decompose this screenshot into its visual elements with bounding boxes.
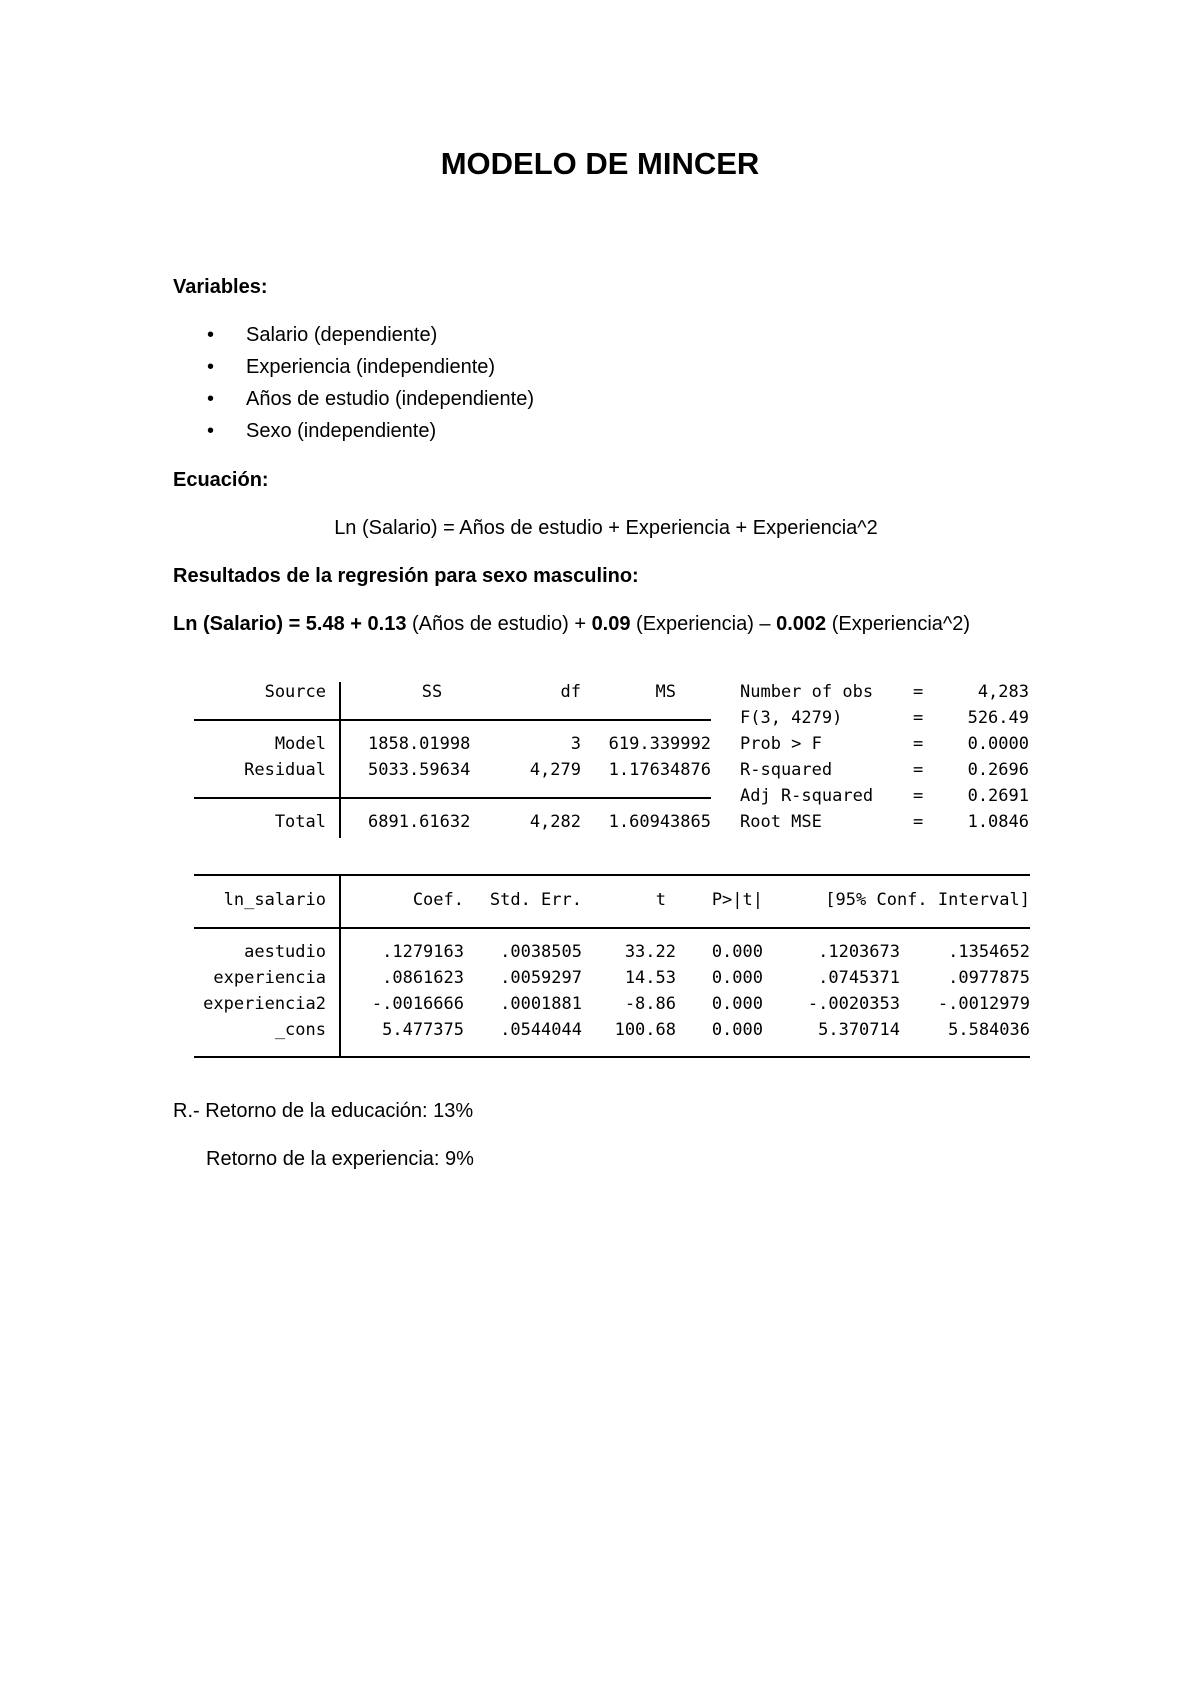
- anova-row-residual-df: 4,279: [529, 760, 581, 780]
- anova-vertical-rule: [339, 682, 341, 838]
- list-item: Sexo (independiente): [246, 420, 437, 442]
- stat-label: Prob > F: [740, 734, 822, 754]
- bullet-icon: •: [207, 388, 215, 410]
- stat-value: 1.0846: [967, 812, 1029, 832]
- coef-row-coef: .1279163: [382, 942, 464, 962]
- coef-row-t: 33.22: [624, 942, 676, 962]
- coef-header-t: t: [655, 890, 666, 910]
- coef-row-se: .0038505: [500, 942, 582, 962]
- result-eq-part: (Años de estudio) +: [406, 613, 592, 635]
- ecuacion-heading: Ecuación:: [173, 469, 269, 491]
- coef-row-se: .0059297: [500, 968, 582, 988]
- result-equation: [173, 613, 970, 636]
- list-item: Experiencia (independiente): [246, 356, 496, 378]
- anova-row-residual-ms: 1.17634876: [608, 760, 711, 780]
- coef-row-ci-low: -.0020353: [807, 994, 900, 1014]
- stat-label: R-squared: [740, 760, 833, 780]
- anova-row-residual-ss: 5033.59634: [368, 760, 471, 780]
- ecuacion-text: Ln (Salario) = Años de estudio + Experiencia + Experiencia^2: [334, 517, 878, 539]
- result-eq-part: (Experiencia^2): [826, 613, 971, 635]
- coef-row-se: .0544044: [500, 1020, 582, 1040]
- stat-equals: =: [913, 734, 924, 754]
- coef-row-t: 14.53: [624, 968, 676, 988]
- coef-row-ci-high: -.0012979: [937, 994, 1030, 1014]
- coef-row-ci-low: 5.370714: [818, 1020, 900, 1040]
- anova-total-df: 4,282: [529, 812, 581, 832]
- coef-row-p: 0.000: [711, 994, 763, 1014]
- list-item: Años de estudio (independiente): [246, 388, 534, 410]
- anova-total-ms: 1.60943865: [608, 812, 711, 832]
- anova-header-ms: MS: [655, 682, 676, 702]
- coef-row-t: -8.86: [624, 994, 676, 1014]
- retorno-experiencia: Retorno de la experiencia: 9%: [206, 1148, 474, 1170]
- stat-equals: =: [913, 708, 924, 728]
- coef-row-p: 0.000: [711, 1020, 763, 1040]
- stat-value: 4,283: [977, 682, 1029, 702]
- coef-header-var: ln_salario: [223, 890, 326, 910]
- coef-bottom-rule: [194, 1056, 1030, 1058]
- coef-row-p: 0.000: [711, 942, 763, 962]
- bullet-icon: •: [207, 324, 215, 346]
- stat-equals: =: [913, 812, 924, 832]
- anova-total-ss: 6891.61632: [368, 812, 471, 832]
- coef-row-var: _cons: [274, 1020, 326, 1040]
- anova-row-model-ms: 619.339992: [608, 734, 711, 754]
- anova-row-model-source: Model: [274, 734, 326, 754]
- result-eq-part: (Experiencia) –: [630, 613, 777, 635]
- coef-vertical-rule: [339, 875, 341, 1057]
- coef-row-ci-low: .0745371: [818, 968, 900, 988]
- page-title: MODELO DE MINCER: [440, 146, 760, 181]
- resultados-heading: Resultados de la regresión para sexo masculino:: [173, 565, 639, 587]
- stat-value: 526.49: [967, 708, 1029, 728]
- anova-total-source: Total: [274, 812, 326, 832]
- coef-header-p: P>|t|: [711, 890, 763, 910]
- stat-equals: =: [913, 786, 924, 806]
- variables-heading: Variables:: [173, 276, 268, 298]
- stat-label: Adj R-squared: [740, 786, 874, 806]
- result-eq-part: 0.002: [776, 613, 827, 635]
- coef-header-rule: [194, 927, 1030, 929]
- coef-row-ci-high: .0977875: [948, 968, 1030, 988]
- anova-header-ss: SS: [421, 682, 443, 702]
- coef-top-rule: [194, 874, 1030, 876]
- stat-label: F(3, 4279): [740, 708, 843, 728]
- stat-value: 0.2691: [967, 786, 1029, 806]
- coef-row-t: 100.68: [614, 1020, 676, 1040]
- coef-row-ci-high: 5.584036: [948, 1020, 1030, 1040]
- coef-row-var: experiencia2: [203, 994, 326, 1014]
- anova-header-df: df: [560, 682, 581, 702]
- coef-row-coef: -.0016666: [371, 994, 464, 1014]
- coef-row-ci-low: .1203673: [818, 942, 900, 962]
- coef-row-var: experiencia: [213, 968, 326, 988]
- result-eq-part: Ln (Salario) = 5.48 + 0.13: [173, 613, 407, 635]
- coef-row-coef: 5.477375: [382, 1020, 464, 1040]
- anova-header-rule: [194, 719, 711, 721]
- stat-value: 0.0000: [967, 734, 1029, 754]
- list-item: Salario (dependiente): [246, 324, 438, 346]
- anova-row-model-ss: 1858.01998: [368, 734, 471, 754]
- anova-header-source: Source: [264, 682, 326, 702]
- bullet-icon: •: [207, 356, 215, 378]
- stat-equals: =: [913, 682, 924, 702]
- retorno-educacion: R.- Retorno de la educación: 13%: [173, 1100, 474, 1122]
- anova-row-residual-source: Residual: [244, 760, 326, 780]
- stat-equals: =: [913, 760, 924, 780]
- anova-total-rule: [194, 797, 711, 799]
- coef-header-coef: Coef.: [412, 890, 464, 910]
- stat-label: Number of obs: [740, 682, 874, 702]
- bullet-icon: •: [207, 420, 215, 442]
- anova-row-model-df: 3: [570, 734, 581, 754]
- coef-row-coef: .0861623: [382, 968, 464, 988]
- stat-label: Root MSE: [740, 812, 822, 832]
- coef-row-p: 0.000: [711, 968, 763, 988]
- stat-value: 0.2696: [967, 760, 1029, 780]
- coef-row-se: .0001881: [500, 994, 582, 1014]
- result-eq-part: 0.09: [591, 613, 631, 635]
- coef-row-ci-high: .1354652: [948, 942, 1030, 962]
- coef-header-se: Std. Err.: [489, 890, 582, 910]
- coef-header-ci: [95% Conf. Interval]: [825, 890, 1030, 910]
- coef-row-var: aestudio: [244, 942, 326, 962]
